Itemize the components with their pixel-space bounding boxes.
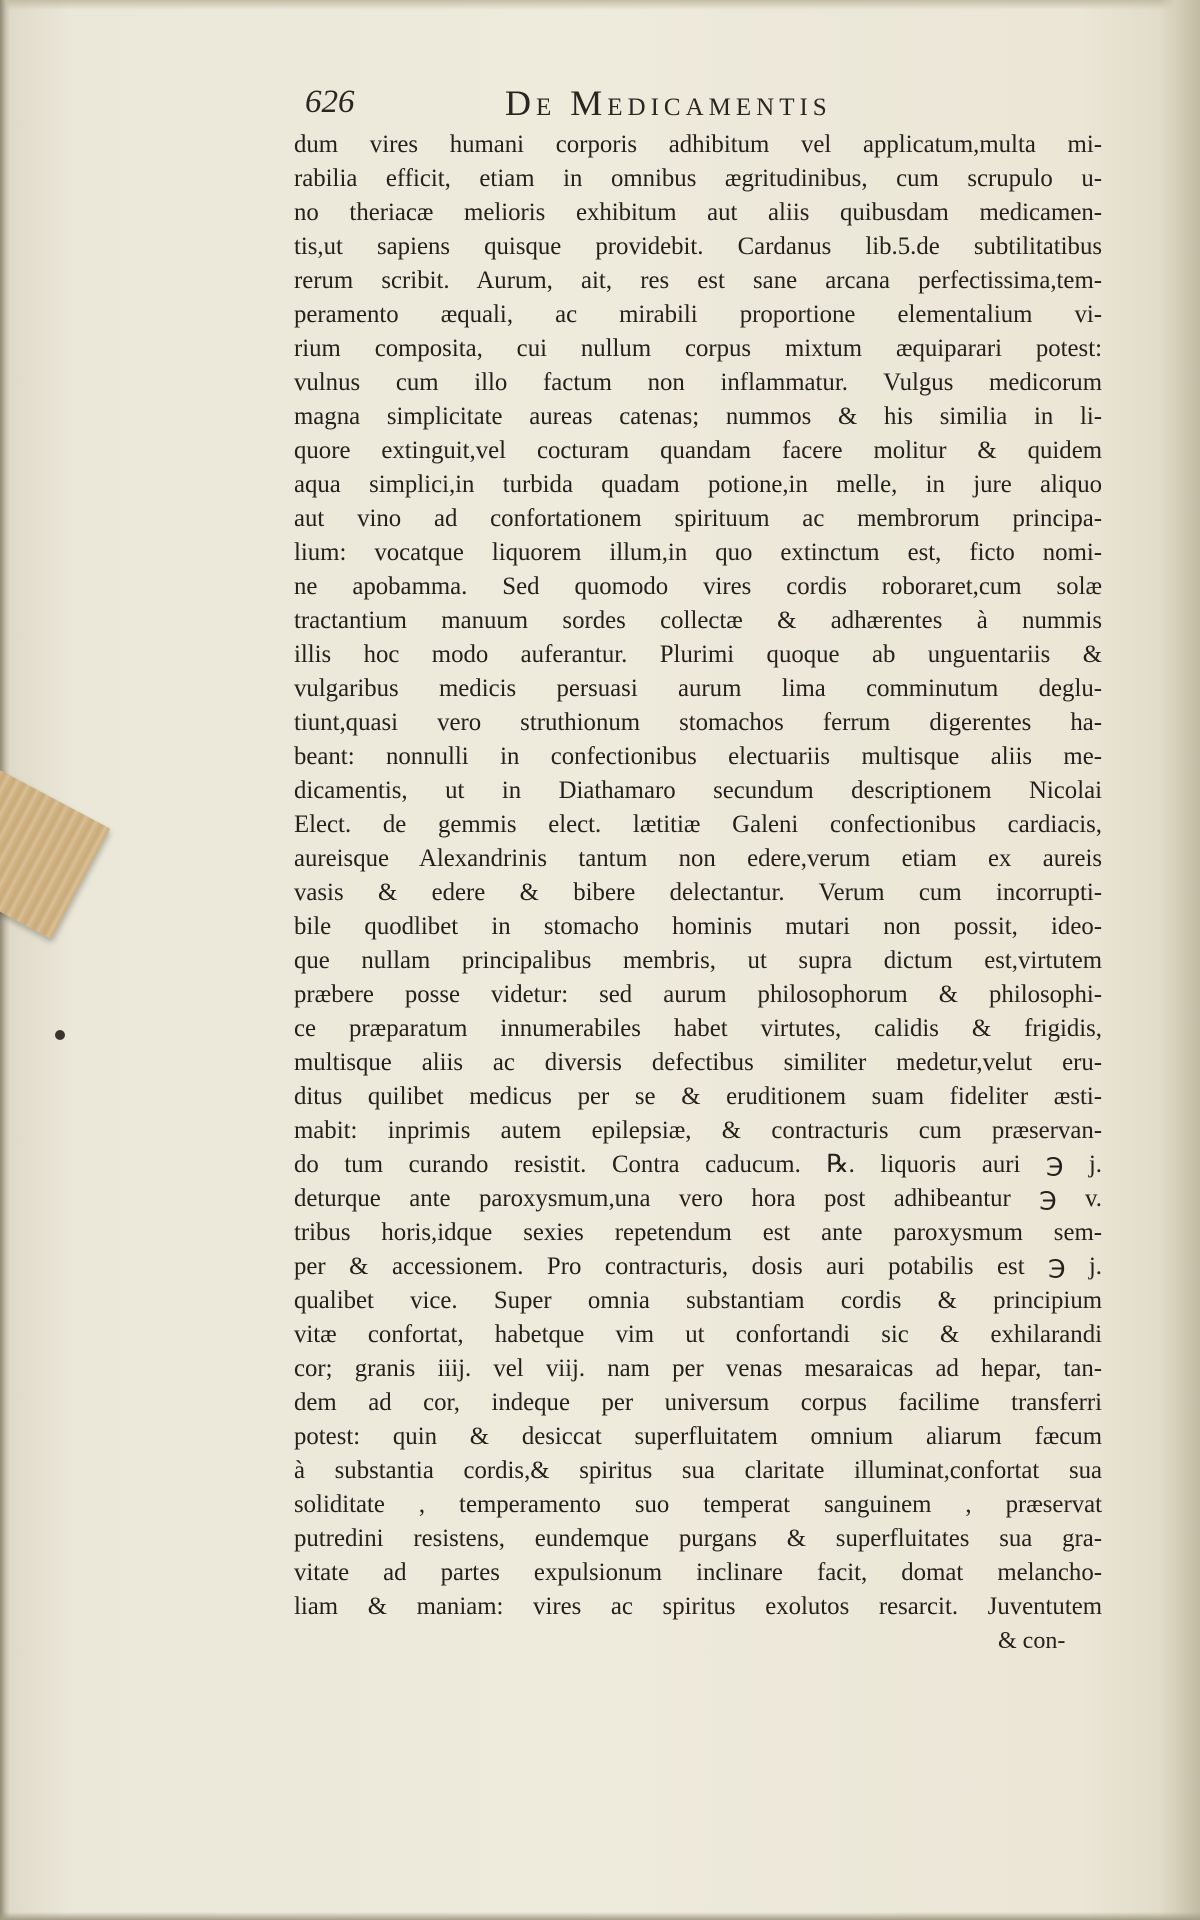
text-line: aureisque Alexandrinis tantum non edere,verum etiam ex aureis — [294, 845, 1102, 872]
text-line: vitate ad partes expulsionum inclinare facit, domat melancho- — [294, 1559, 1102, 1586]
text-line: liam & maniam: vires ac spiritus exolutos resarcit. Juventutem — [294, 1593, 1102, 1620]
text-line: do tum curando resistit. Contra caducum. ℞. liquoris auri ℈ j. — [294, 1151, 1102, 1178]
text-line: vulnus cum illo factum non inflammatur. Vulgus medicorum — [294, 369, 1102, 396]
paper-tab — [0, 770, 110, 939]
text-line: ce præparatum innumerabiles habet virtutes, calidis & frigidis, — [294, 1015, 1102, 1042]
text-line: tis,ut sapiens quisque providebit. Cardanus lib.5.de subtilitatibus — [294, 233, 1102, 260]
text-line: multisque aliis ac diversis defectibus similiter medetur,velut eru- — [294, 1049, 1102, 1076]
running-title: De Medicamentis — [505, 83, 832, 123]
text-line: dicamentis, ut in Diathamaro secundum descriptionem Nicolai — [294, 777, 1102, 804]
text-line: dem ad cor, indeque per universum corpus facilime transferri — [294, 1389, 1102, 1416]
text-line: lium: vocatque liquorem illum,in quo extinctum est, ficto nomi- — [294, 539, 1102, 566]
text-line: tractantium manuum sordes collectæ & adhærentes à nummis — [294, 607, 1102, 634]
text-line: vulgaribus medicis persuasi aurum lima comminutum deglu- — [294, 675, 1102, 702]
text-line: que nullam principalibus membris, ut supra dictum est,virtutem — [294, 947, 1102, 974]
text-line: dum vires humani corporis adhibitum vel applicatum,multa mi- — [294, 131, 1102, 158]
text-line: deturque ante paroxysmum,una vero hora post adhibeantur ℈ v. — [294, 1185, 1102, 1212]
text-line: aqua simplici,in turbida quadam potione,in melle, in jure aliquo — [294, 471, 1102, 498]
text-line: qualibet vice. Super omnia substantiam cordis & principium — [294, 1287, 1102, 1314]
catchword: & con- — [998, 1628, 1066, 1654]
text-line: per & accessionem. Pro contracturis, dosis auri potabilis est ℈ j. — [294, 1253, 1102, 1280]
body-text — [294, 128, 1102, 1624]
text-line: cor; granis iiij. vel viij. nam per venas mesaraicas ad hepar, tan- — [294, 1355, 1102, 1382]
text-line: tribus horis,idque sexies repetendum est ante paroxysmum sem- — [294, 1219, 1102, 1246]
text-line: magna simplicitate aureas catenas; nummos & his similia in li- — [294, 403, 1102, 430]
text-line: beant: nonnulli in confectionibus electuariis multisque aliis me- — [294, 743, 1102, 770]
text-line: quore extinguit,vel cocturam quandam facere molitur & quidem — [294, 437, 1102, 464]
ink-spot — [55, 1030, 65, 1040]
text-line: ne apobamma. Sed quomodo vires cordis roboraret,cum solæ — [294, 573, 1102, 600]
text-line: Elect. de gemmis elect. lætitiæ Galeni confectionibus cardiacis, — [294, 811, 1102, 838]
text-line: potest: quin & desiccat superfluitatem omnium aliarum fæcum — [294, 1423, 1102, 1450]
text-line: putredini resistens, eundemque purgans & superfluitates sua gra- — [294, 1525, 1102, 1552]
text-line: peramento æquali, ac mirabili proportione elementalium vi- — [294, 301, 1102, 328]
text-line: bile quodlibet in stomacho hominis mutari non possit, ideo- — [294, 913, 1102, 940]
page-top-edge — [0, 0, 1200, 10]
page-bottom-edge — [0, 1912, 1200, 1920]
text-line: no theriacæ melioris exhibitum aut aliis quibusdam medicamen- — [294, 199, 1102, 226]
text-line: ditus quilibet medicus per se & eruditionem suam fideliter æsti- — [294, 1083, 1102, 1110]
text-line: vasis & edere & bibere delectantur. Verum cum incorrupti- — [294, 879, 1102, 906]
text-line: soliditate , temperamento suo temperat sanguinem , præservat — [294, 1491, 1102, 1518]
text-line: tiunt,quasi vero struthionum stomachos ferrum digerentes ha- — [294, 709, 1102, 736]
text-line: mabit: inprimis autem epilepsiæ, & contracturis cum præservan- — [294, 1117, 1102, 1144]
text-line: vitæ confortat, habetque vim ut confortandi sic & exhilarandi — [294, 1321, 1102, 1348]
running-header — [305, 84, 965, 130]
facing-page-bleed — [1158, 430, 1198, 1650]
text-line: illis hoc modo auferantur. Plurimi quoque ab unguentariis & — [294, 641, 1102, 668]
text-line: rium composita, cui nullum corpus mixtum æquiparari potest: — [294, 335, 1102, 362]
page-number: 626 — [305, 84, 355, 120]
text-line: præbere posse videtur: sed aurum philosophorum & philosophi- — [294, 981, 1102, 1008]
text-line: rerum scribit. Aurum, ait, res est sane arcana perfectissima,tem- — [294, 267, 1102, 294]
text-line: aut vino ad confortationem spirituum ac membrorum principa- — [294, 505, 1102, 532]
page-binding-edge — [0, 0, 10, 1920]
text-line: rabilia efficit, etiam in omnibus ægritudinibus, cum scrupulo u- — [294, 165, 1102, 192]
text-line: à substantia cordis,& spiritus sua claritate illuminat,confortat sua — [294, 1457, 1102, 1484]
